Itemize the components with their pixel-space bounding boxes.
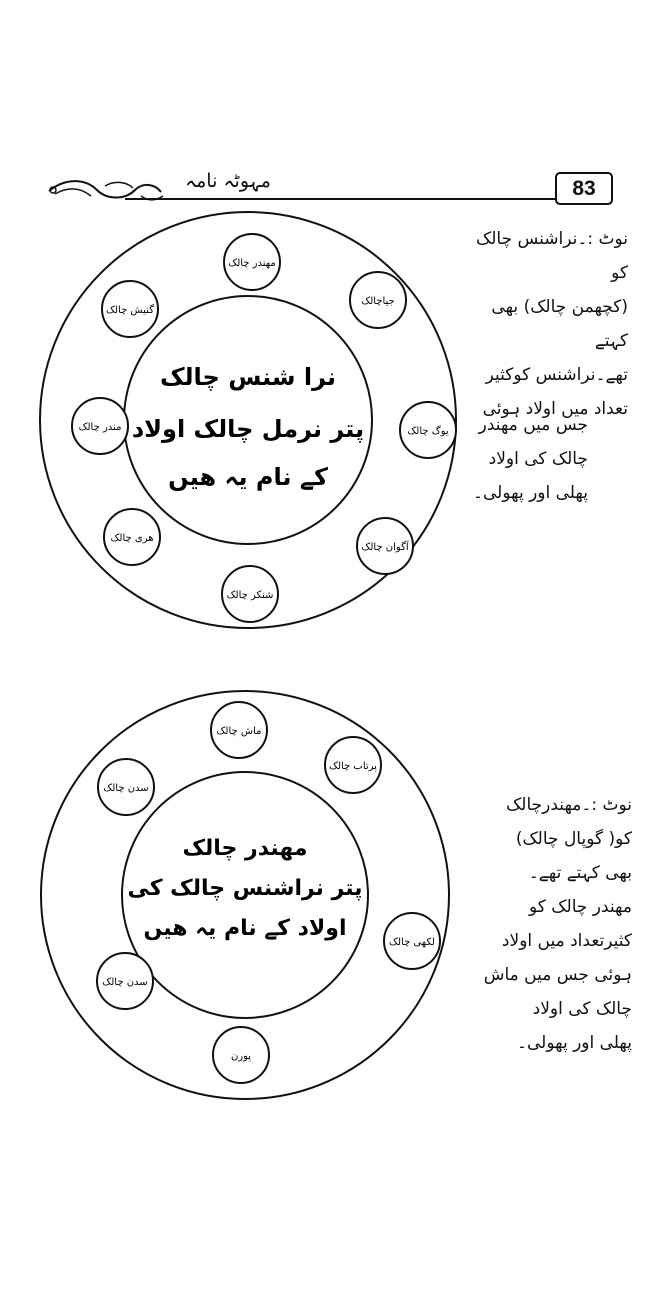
center-line-2: پتر نراشنس چالک کی: [127, 876, 363, 901]
name-circle: [222, 566, 278, 622]
note-line: نوٹ :۔مھندرچالک: [506, 795, 632, 815]
diagram-1: [30, 205, 470, 645]
note-1: [456, 222, 628, 426]
center-line-2: پتر نرمل چالک اولاد: [131, 415, 365, 443]
note-line: (کچھمن چالک) بھی کہتے: [491, 297, 628, 351]
header-rule: [125, 198, 555, 200]
note-line: ہوئی جس میں ماش: [483, 965, 632, 985]
note-1-continued: [456, 408, 588, 510]
name-circle: [350, 272, 406, 328]
name-circle: [211, 702, 267, 758]
name-circle: [213, 1027, 269, 1083]
name-circle: [400, 402, 456, 458]
note-line: بھی کہتے تھے۔: [528, 863, 632, 883]
name-circle: [384, 913, 440, 969]
name-label: جیاچالک: [361, 296, 395, 307]
center-line-1: مهندر چالک: [182, 836, 308, 861]
name-label: آگوان چالک: [361, 542, 409, 553]
name-circle: [72, 398, 128, 454]
name-label: هری چالک: [110, 533, 154, 544]
center-line-1: نرا شنس چالک: [159, 363, 337, 391]
name-circle: [357, 518, 413, 574]
note-line: پھلی اور پھولی۔: [473, 483, 588, 503]
note-line: تھے۔نراشنس کوکثیر: [485, 365, 628, 385]
name-circle: [325, 737, 381, 793]
name-label: مهندر چالک: [228, 258, 276, 269]
name-circle: [97, 953, 153, 1009]
note-2: [460, 788, 632, 1060]
book-title: مہوٹہ نامہ: [185, 170, 271, 192]
name-label: لکھی چالک: [389, 937, 435, 948]
diagram-2: [40, 675, 480, 1145]
name-label: گنیش چالک: [106, 305, 154, 316]
center-line-3: کے نام یہ هیں: [168, 463, 328, 491]
note-line: جس میں مھندر: [478, 415, 588, 435]
note-line: نوٹ :۔نراشنس چالک کو: [476, 229, 628, 283]
name-circle: [102, 281, 158, 337]
name-label: پورن: [230, 1051, 252, 1062]
name-label: پرتاب چالک: [329, 761, 377, 772]
note-line: چالک کی اولاد: [532, 999, 632, 1019]
name-label: شنکر چالک: [226, 590, 274, 601]
flourish-ornament-icon: [45, 176, 165, 206]
page-number: 83: [555, 172, 613, 205]
name-label: ماش چالک: [216, 726, 262, 737]
name-label: سدن چالک: [103, 783, 149, 794]
note-line: پھلی اور پھولی۔: [517, 1033, 632, 1053]
name-circle: [224, 234, 280, 290]
name-label: یوگ چالک: [407, 426, 449, 437]
name-circle: [98, 759, 154, 815]
note-line: چالک کی اولاد: [488, 449, 588, 469]
note-line: تعداد میں اولاد ہوئی: [482, 399, 628, 419]
name-label: مندر چالک: [78, 422, 122, 433]
name-label: سدن چالک: [102, 977, 148, 988]
note-line: مھندر چالک کو: [529, 897, 632, 917]
center-line-3: اولاد کے نام یہ هیں: [143, 916, 347, 941]
note-line: کو( گوپال چالک): [515, 829, 632, 849]
name-circle: [104, 509, 160, 565]
note-line: کثیرتعداد میں اولاد: [501, 931, 632, 951]
